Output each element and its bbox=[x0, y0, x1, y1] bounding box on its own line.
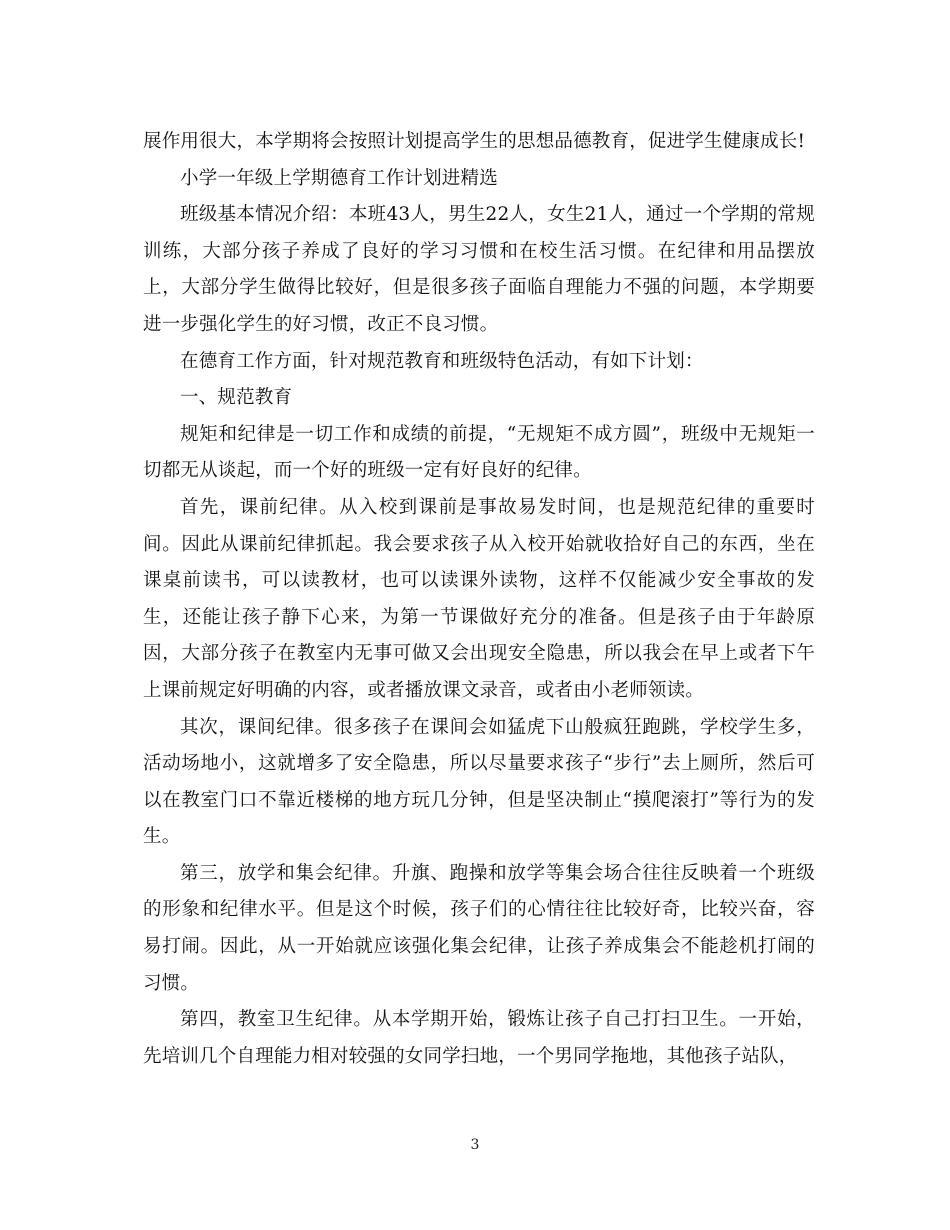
paragraph-fourth: 第四，教室卫生纪律。从本学期开始，锻炼让孩子自己打扫卫生。一开始，先培训几个自理能力相对较强的女同学扫地，一个男同学拖地，其他孩子站队， bbox=[143, 1009, 815, 1067]
paragraph-plan-intro: 在德育工作方面，针对规范教育和班级特色活动，有如下计划： bbox=[180, 350, 704, 372]
paragraph-second: 其次，课间纪律。很多孩子在课间会如猛虎下山般疯狂跑跳，学校学生多，活动场地小，这就增多了安全隐患，所以尽量要求孩子“步行”去上厕所，然后可以在教室门口不靠近楼梯的地方玩几分钟，但是坚决制止“摸爬滚打”等行为的发生。 bbox=[143, 716, 815, 848]
paragraph-class-intro: 班级基本情况介绍：本班43人，男生22人，女生21人，通过一个学期的常规训练，大部分孩子养成了良好的学习习惯和在校生活习惯。在纪律和用品摆放上，大部分学生做得比较好，但是很多孩子面临自理能力不强的问题，本学期要进一步强化学生的好习惯，改正不良习惯。 bbox=[143, 204, 815, 335]
paragraph-rules: 规矩和纪律是一切工作和成绩的前提，“无规矩不成方圆”，班级中无规矩一切都无从谈起，而一个好的班级一定有好良好的纪律。 bbox=[143, 423, 815, 482]
heading-standard-education: 一、规范教育 bbox=[180, 387, 293, 409]
paragraph-first: 首先，课前纪律。从入校到课前是事故易发时间，也是规范纪律的重要时间。因此从课前纪律抓起。我会要求孩子从入校开始就收拾好自己的东西，坐在课桌前读书，可以读教材，也可以读课外读物，这样不仅能减少安全事故的发生，还能让孩子静下心来，为第一节课做好充分的准备。但是孩子由于年龄原因，大部分孩子在教室内无事可做又会出现安全隐患，所以我会在早上或者下午上课前规定好明确的内容，或者播放课文录音，或者由小老师领读。 bbox=[143, 496, 815, 701]
paragraph-third: 第三，放学和集会纪律。升旗、跑操和放学等集会场合往往反映着一个班级的形象和纪律水平。但是这个时候，孩子们的心情往往比较好奇，比较兴奋，容易打闹。因此，从一开始就应该强化集会纪律，让孩子养成集会不能趁机打闹的习惯。 bbox=[143, 862, 815, 994]
document-body bbox=[143, 124, 815, 1075]
section-title: 小学一年级上学期德育工作计划进精选 bbox=[180, 167, 498, 189]
paragraph-continuation: 展作用很大，本学期将会按照计划提高学生的思想品德教育，促进学生健康成长! bbox=[143, 131, 806, 152]
page-number: 3 bbox=[470, 1137, 480, 1153]
